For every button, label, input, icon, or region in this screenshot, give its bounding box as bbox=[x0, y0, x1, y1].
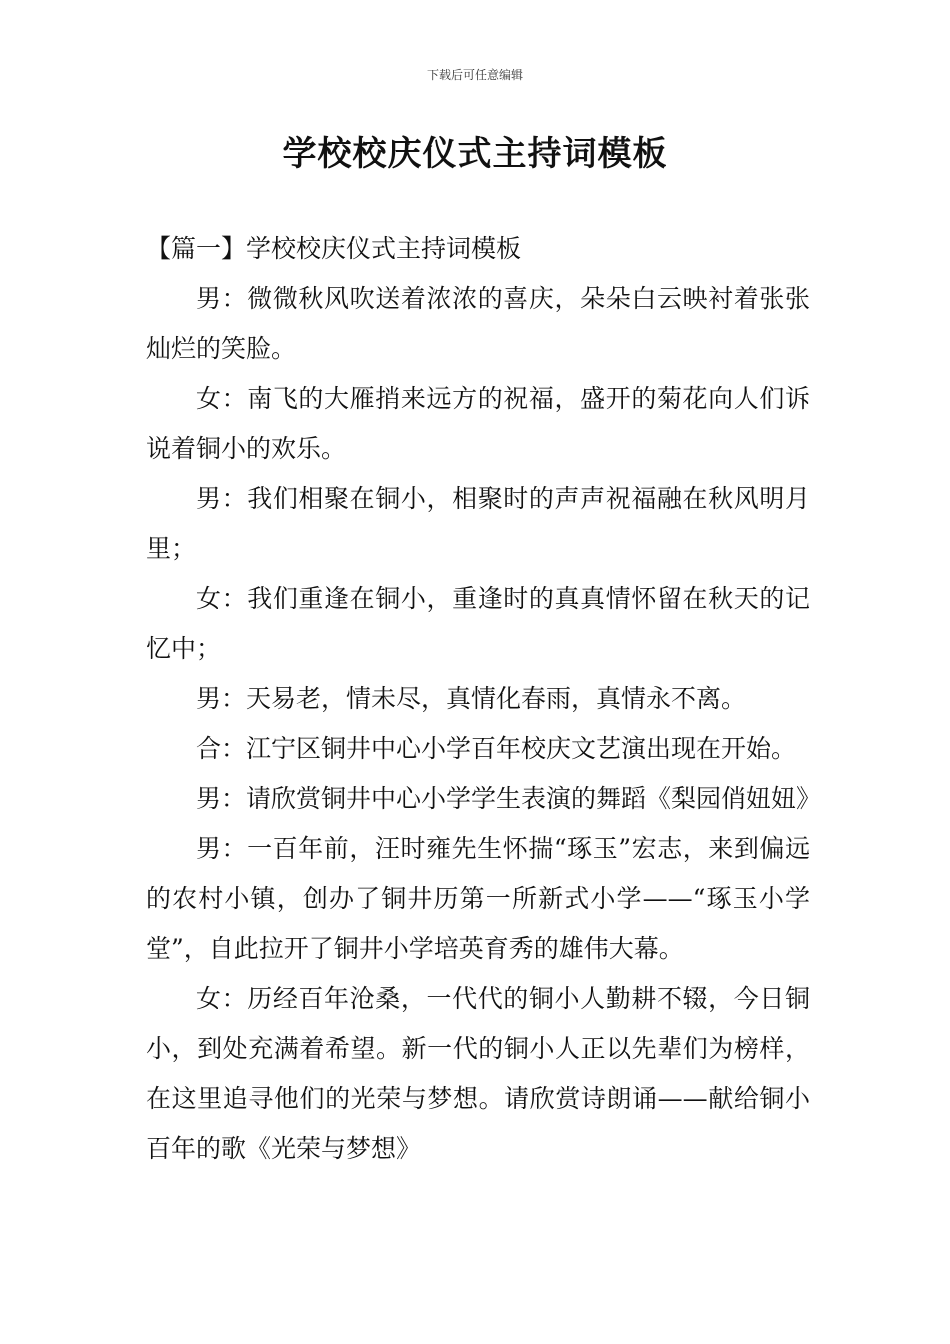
paragraph: 女：南飞的大雁捎来远方的祝福，盛开的菊花向人们诉说着铜小的欢乐。 bbox=[146, 384, 810, 463]
paragraph: 男：我们相聚在铜小，相聚时的声声祝福融在秋风明月里； bbox=[146, 484, 810, 563]
paragraph: 合：江宁区铜井中心小学百年校庆文艺演出现在开始。 bbox=[196, 734, 797, 763]
paragraph: 女：我们重逢在铜小，重逢时的真真情怀留在秋天的记忆中； bbox=[146, 584, 810, 663]
paragraph: 男：请欣赏铜井中心小学学生表演的舞蹈《梨园俏妞妞》 bbox=[196, 784, 822, 813]
paragraph: 男：一百年前，汪时雍先生怀揣“琢玉”宏志，来到偏远的农村小镇，创办了铜井历第一所新式小学——“琢玉小学堂”，自此拉开了铜井小学培英育秀的雄伟大幕。 bbox=[146, 834, 810, 963]
document-body bbox=[146, 224, 822, 1174]
paragraph: 男：天易老，情未尽，真情化春雨，真情永不离。 bbox=[196, 684, 747, 713]
paragraph: 男：微微秋风吹送着浓浓的喜庆，朵朵白云映衬着张张灿烂的笑脸。 bbox=[146, 284, 810, 363]
section-heading: 【篇一】学校校庆仪式主持词模板 bbox=[146, 234, 522, 263]
header-note: 下载后可任意编辑 bbox=[426, 68, 523, 82]
document-title: 学校校庆仪式主持词模板 bbox=[282, 134, 668, 174]
paragraph: 女：历经百年沧桑，一代代的铜小人勤耕不辍，今日铜小，到处充满着希望。新一代的铜小人正以先辈们为榜样，在这里追寻他们的光荣与梦想。请欣赏诗朗诵——献给铜小百年的歌《光荣与梦想》 bbox=[146, 984, 810, 1163]
